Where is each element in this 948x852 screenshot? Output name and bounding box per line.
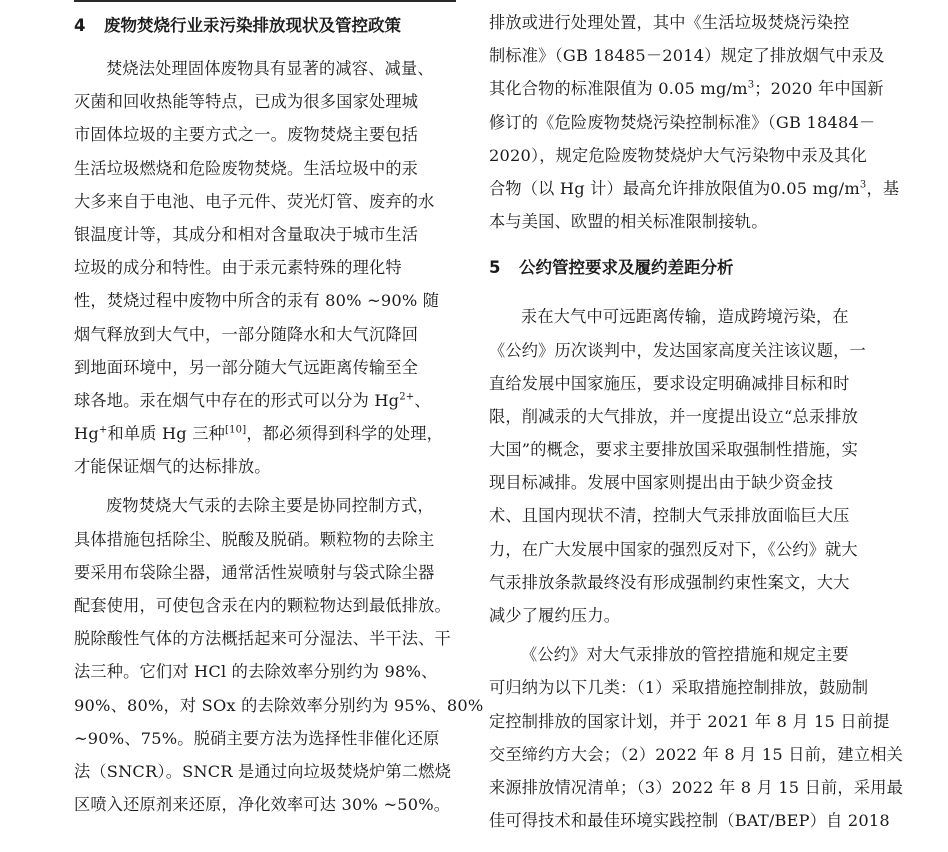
- text-line: 银温度计等，其成分和相对含量取决于城市生活: [74, 224, 419, 244]
- left-column: [74, 6, 484, 821]
- text-line: 法三种。它们对 HCl 的去除效率分别约为 98%、: [74, 662, 438, 682]
- text-line: 减少了履约压力。: [489, 606, 621, 625]
- text-line: 气汞排放条款最终没有形成强制约束性案文，大大: [489, 572, 850, 592]
- text-line: 交至缔约方大会；（2）2022 年 8 月 15 日前，建立相关: [489, 744, 903, 764]
- superscript: 2+: [399, 391, 415, 403]
- text-line: [489, 172, 900, 205]
- text-line: 限，削减汞的大气排放，并一度提出设立“总汞排放: [489, 406, 858, 426]
- text-segment: ，都必须得到科学的处理，: [246, 424, 443, 444]
- text-line: 大多来自于电池、电子元件、荧光灯管、废弃的水: [74, 191, 435, 211]
- text-line: 到地面环境中，另一部分随大气远距离传输至全: [74, 357, 419, 377]
- section-5-heading: [489, 248, 875, 288]
- continued-paragraph: [489, 6, 900, 238]
- text-line: 定控制排放的国家计划，并于 2021 年 8 月 15 日前提: [489, 711, 890, 731]
- text-line: 来源排放情况清单；（3）2022 年 8 月 15 日前，采用最: [489, 777, 903, 797]
- text-segment: ；2020 年中国新: [754, 79, 884, 99]
- text-line: 可归纳为以下几类：（1）采取措施控制排放，鼓励制: [489, 678, 869, 698]
- section-number: 5: [489, 258, 501, 278]
- text-line: [74, 384, 458, 417]
- text-line: 排放或进行处理处置，其中《生活垃圾焚烧污染控: [489, 13, 850, 32]
- right-column: [489, 6, 903, 837]
- text-line: 《公约》对大气汞排放的管控措施和规定主要: [521, 645, 849, 665]
- text-line: 性，焚烧过程中废物中所含的汞有 80% ~90% 随: [74, 291, 440, 311]
- text-line: 区喷入还原剂来还原，净化效率可达 30% ~50%。: [74, 795, 451, 815]
- text-segment: ，基: [866, 178, 900, 198]
- text-line: 具体措施包括除尘、脱酸及脱硝。颗粒物的去除主: [74, 529, 435, 549]
- text-line: 汞在大气中可远距离传输，造成跨境污染，在: [521, 307, 849, 327]
- text-line: 脱除酸性气体的方法概括起来可分湿法、半干法、干: [74, 629, 451, 649]
- text-line: 现目标减排。发展中国家则提出由于缺少资金技: [489, 473, 834, 493]
- citation-reference: [10]: [225, 424, 247, 436]
- text-line: 法（SNCR）。SNCR 是通过向垃圾焚烧炉第二燃烧: [74, 761, 452, 781]
- text-segment: 、: [414, 390, 431, 410]
- superscript: 3: [747, 79, 755, 91]
- text-line: 大国”的概念，要求主要排放国采取强制性措施，实: [489, 440, 858, 460]
- section-4-heading: [74, 6, 458, 46]
- paragraph-3: [489, 300, 875, 632]
- text-line: 才能保证烟气的达标排放。: [74, 457, 271, 477]
- text-line: ~90%、75%。脱硝主要方法为选择性非催化还原: [74, 728, 440, 748]
- paragraph-4: [489, 638, 903, 837]
- text-line: 烟气释放到大气中，一部分随降水和大气沉降回: [74, 324, 419, 344]
- text-line: 2020），规定危险废物焚烧炉大气污染物中汞及其化: [489, 145, 868, 165]
- text-segment: 合物（以 Hg 计）最高允许排放限值为0.05 mg/m: [489, 178, 860, 198]
- text-line: 市固体垃圾的主要方式之一。废物焚烧主要包括: [74, 125, 419, 145]
- superscript: +: [98, 424, 108, 436]
- text-line: 生活垃圾燃烧和危险废物焚烧。生活垃圾中的汞: [74, 158, 419, 178]
- text-line: 要采用布袋除尘器，通常活性炭喷射与袋式除尘器: [74, 562, 435, 582]
- text-line: 垃圾的成分和特性。由于汞元素特殊的理化特: [74, 258, 402, 278]
- text-line: 制标准》（GB 18485－2014）规定了排放烟气中汞及: [489, 46, 885, 66]
- text-line: 废物焚烧大气汞的去除主要是协同控制方式，: [106, 496, 434, 516]
- text-line: 本与美国、欧盟的相关标准限制接轨。: [489, 212, 768, 232]
- text-line: 直给发展中国家施压，要求设定明确减排目标和时: [489, 373, 850, 393]
- text-line: 配套使用，可使包含汞在内的颗粒物达到最低排放。: [74, 596, 451, 615]
- text-line: 焚烧法处理固体废物具有显著的减容、减量、: [106, 59, 434, 78]
- paragraph-2: [74, 489, 484, 821]
- text-line: 佳可得技术和最佳环境实践控制（BAT/BEP）自 2018: [489, 811, 890, 831]
- top-rule: [74, 0, 456, 2]
- text-line: [74, 417, 458, 450]
- section-number: 4: [74, 16, 86, 35]
- text-line: [489, 72, 884, 105]
- paragraph-1: [74, 52, 458, 483]
- text-line: 修订的《危险废物焚烧污染控制标准》（GB 18484－: [489, 112, 876, 132]
- text-segment: 球各地。汞在烟气中存在的形式可以分为 Hg: [74, 390, 400, 410]
- text-line: 《公约》历次谈判中，发达国家高度关注该议题，一: [489, 340, 866, 360]
- text-line: 90%、80%，对 SOx 的去除效率分别约为 95%、80%: [74, 695, 484, 715]
- text-segment: 和单质 Hg 三种: [107, 424, 225, 444]
- text-segment: 其化合物的标准限值为 0.05 mg/m: [489, 79, 748, 99]
- section-title: 废物焚烧行业汞污染排放现状及管控政策: [104, 16, 401, 35]
- text-line: 力，在广大发展中国家的强烈反对下，《公约》就大: [489, 539, 858, 559]
- text-line: 术、且国内现状不清，控制大气汞排放面临巨大压: [489, 506, 850, 526]
- section-title: 公约管控要求及履约差距分析: [519, 258, 734, 278]
- text-segment: Hg: [74, 424, 99, 444]
- superscript: 3: [859, 179, 867, 191]
- text-line: 灭菌和回收热能等特点，已成为很多国家处理城: [74, 92, 419, 112]
